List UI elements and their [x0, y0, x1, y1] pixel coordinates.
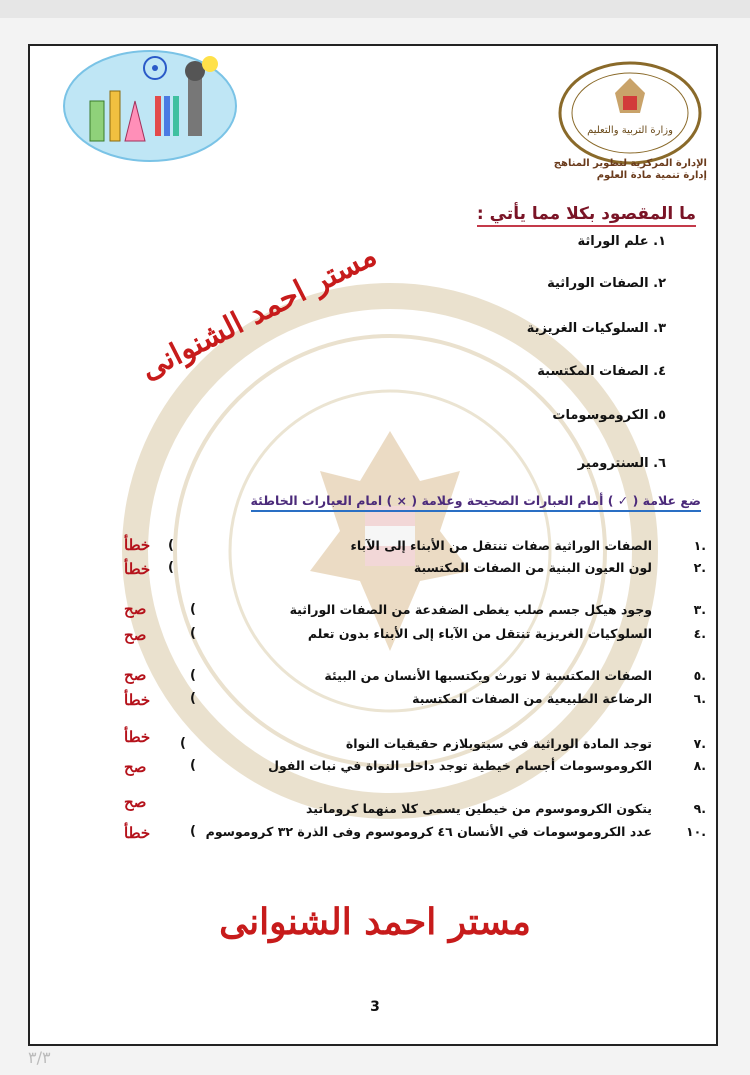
tf-answer: صح	[124, 600, 147, 618]
tf-paren: (	[190, 602, 196, 617]
tf-item	[30, 793, 720, 821]
tf-answer: صح	[124, 626, 147, 644]
teacher-name-footer: مستر احمد الشنوانى	[219, 901, 531, 943]
tf-answer: خطأ	[124, 560, 151, 578]
tf-number: .٣	[693, 602, 706, 617]
tf-statement: الصفات الوراثية صفات تنتقل من الأبناء إلى الآباء	[350, 538, 652, 553]
tf-number: .٤	[693, 626, 706, 641]
ministry-caption-line-2: إدارة تنمية مادة العلوم	[596, 170, 707, 181]
section2-instruction: ضع علامة ( ✓ ) أمام العبارات الصحيحة وعلامة ( × ) امام العبارات الخاطئة	[251, 493, 701, 512]
tf-paren: (	[190, 758, 196, 773]
tf-paren: (	[190, 668, 196, 683]
definition-item: ٥. الكروموسومات	[552, 408, 666, 423]
tf-paren: (	[168, 560, 174, 575]
tf-statement: يتكون الكروموسوم من خيطين يسمى كلا منهما كروماتيد	[306, 801, 652, 816]
worksheet-page	[28, 44, 718, 1046]
tf-item	[30, 538, 720, 558]
tf-number: .٥	[693, 668, 706, 683]
tf-number: .٩	[693, 801, 706, 816]
tf-number: .٧	[693, 736, 706, 751]
tf-item	[30, 668, 720, 688]
tf-answer: خطأ	[124, 728, 151, 746]
tf-statement: توجد المادة الوراثية في سيتوبلازم حقيقيات النواة	[345, 736, 652, 751]
tf-item	[30, 758, 720, 778]
top-bar	[0, 0, 750, 18]
tf-paren: (	[190, 626, 196, 641]
tf-item	[30, 728, 720, 756]
tf-item	[30, 602, 720, 622]
tf-answer: صح	[124, 793, 147, 811]
tf-paren: (	[190, 824, 196, 839]
ministry-caption	[522, 158, 707, 182]
definition-item: ٤. الصفات المكتسبة	[537, 364, 666, 379]
page-number: 3	[370, 999, 380, 1015]
ministry-caption-line-1: الإدارة المركزية لتطوير المناهج	[553, 158, 707, 169]
tf-statement: السلوكيات الغريزية تنتقل من الآباء إلى الأبناء بدون تعلم	[307, 626, 652, 641]
tf-statement: لون العيون البنية من الصفات المكتسبة	[413, 560, 652, 575]
tf-number: .١٠	[685, 824, 706, 839]
corner-page-count: ٣/٣	[28, 1048, 51, 1067]
tf-answer: خطأ	[124, 536, 151, 554]
tf-number: .٨	[693, 758, 706, 773]
tf-statement: الكروموسومات أجسام خيطية توجد داخل النواة في نبات الفول	[268, 758, 652, 773]
tf-item	[30, 560, 720, 580]
section1-heading: ما المقصود بكلا مما يأتي :	[477, 204, 696, 227]
tf-paren: (	[180, 736, 186, 751]
tf-answer: خطأ	[124, 824, 151, 842]
tf-paren: (	[168, 538, 174, 553]
tf-number: .١	[693, 538, 706, 553]
definition-item: ٢. الصفات الوراثية	[547, 276, 666, 291]
definition-item: ١. علم الوراثة	[577, 234, 666, 249]
definition-item: ٣. السلوكيات الغريزية	[526, 321, 666, 336]
tf-statement: عدد الكروموسومات في الأنسان ٤٦ كروموسوم وفى الذرة ٣٢ كروموسوم	[205, 824, 652, 839]
tf-statement: الرضاعة الطبيعية من الصفات المكتسبة	[412, 691, 652, 706]
tf-item	[30, 824, 720, 844]
tf-item	[30, 626, 720, 646]
tf-number: .٦	[693, 691, 706, 706]
tf-answer: خطأ	[124, 691, 151, 709]
ministry-logo	[555, 58, 705, 168]
tf-statement: وجود هيكل جسم صلب يغطى الضفدعة من الصفات الوراثية	[289, 602, 652, 617]
svg-text:وزارة التربية والتعليم: وزارة التربية والتعليم	[587, 125, 673, 136]
tf-paren: (	[190, 691, 196, 706]
tf-answer: صح	[124, 758, 147, 776]
tf-answer: صح	[124, 666, 147, 684]
definition-item: ٦. السنترومير	[577, 456, 666, 471]
teacher-stamp: مستر احمد الشنوانى	[135, 238, 383, 388]
tf-statement: الصفات المكتسبة لا تورث ويكتسبها الأنسان من البيئة	[324, 668, 652, 683]
tf-number: .٢	[693, 560, 706, 575]
science-lab-logo	[60, 46, 240, 164]
tf-item	[30, 691, 720, 711]
